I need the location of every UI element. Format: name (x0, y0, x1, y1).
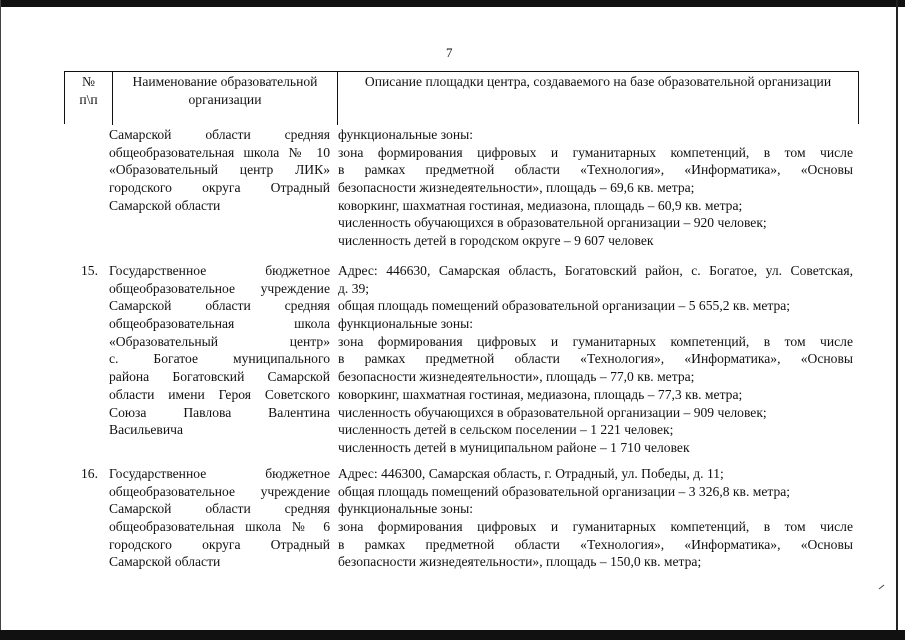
header-org-cell (113, 72, 338, 125)
desc-line: коворкинг, шахматная гостиная, медиазона, площадь – 60,9 кв. метра; (338, 197, 743, 213)
org-line: Самарской области средняя (109, 127, 330, 142)
org-line: с. Богатое муниципального (109, 351, 330, 367)
row-15-number: 15. (81, 263, 98, 278)
org-line: области имени Героя Советского (109, 386, 330, 402)
org-line: «Образовательный центр ЛИК» (109, 162, 330, 178)
org-line: общеобразовательная школа № 10 (109, 144, 330, 160)
desc-line: численность детей в городском округе – 9 607 человек (338, 233, 654, 249)
desc-line: зона формирования цифровых и гуманитарных компетенций, в том числе (338, 333, 853, 349)
row-16-org-name (109, 465, 330, 571)
scan-right-edge (896, 0, 898, 640)
desc-line: Адрес: 446630, Самарская область, Богатовский район, с. Богатое, ул. Советская, (338, 263, 853, 278)
org-line: городского округа Отрадный (109, 180, 330, 196)
row-1-org-name (109, 126, 330, 214)
desc-line: в рамках предметной области «Технология», «Информатика», «Основы (338, 536, 853, 552)
desc-line: Адрес: 446300, Самарская область, г. Отрадный, ул. Победы, д. 11; (338, 466, 724, 481)
org-line: Союза Павлова Валентина (109, 404, 330, 420)
desc-line: общая площадь помещений образовательной организации – 3 326,8 кв. метра; (338, 483, 791, 499)
org-line: Самарской области (109, 197, 221, 213)
desc-line: зона формирования цифровых и гуманитарных компетенций, в том числе (338, 144, 853, 160)
desc-line: функциональные зоны: (338, 501, 474, 517)
desc-line: общая площадь помещений образовательной организации – 5 655,2 кв. метра; (338, 298, 791, 314)
desc-line: в рамках предметной области «Технология», «Информатика», «Основы (338, 162, 853, 178)
org-line: Васильевича (109, 422, 183, 438)
row-16-number: 16. (81, 466, 98, 481)
org-line: общеобразовательное учреждение (109, 483, 330, 499)
org-line: общеобразовательная школа (109, 316, 330, 332)
row-15-org-name (109, 262, 330, 439)
org-line: Государственное бюджетное (109, 263, 330, 278)
org-line: общеобразовательное учреждение (109, 280, 330, 296)
desc-line: зона формирования цифровых и гуманитарных компетенций, в том числе (338, 519, 853, 535)
desc-line: функциональные зоны: (338, 127, 474, 142)
desc-line: безопасности жизнедеятельности», площадь – 69,6 кв. метра; (338, 180, 695, 196)
org-line: Самарской области средняя (109, 298, 330, 314)
scan-top-border (0, 0, 905, 7)
scan-bottom-border (0, 630, 905, 640)
header-desc-cell (338, 72, 858, 125)
desc-line: численность обучающихся в образовательной организации – 920 человек; (338, 215, 767, 231)
header-number-cell (65, 72, 113, 125)
header-number-text: № п\п (79, 74, 98, 107)
row-1-description (338, 126, 853, 250)
desc-line: безопасности жизнедеятельности», площадь – 77,0 кв. метра; (338, 369, 695, 385)
page-number: 7 (446, 45, 453, 60)
desc-line: численность обучающихся в образовательной организации – 909 человек; (338, 404, 767, 420)
org-line: Самарской области средняя (109, 501, 330, 517)
org-line: Самарской области (109, 554, 221, 570)
header-org-text: Наименование образовательной организации (132, 74, 318, 107)
desc-line: безопасности жизнедеятельности», площадь – 150,0 кв. метра; (338, 554, 702, 570)
scan-left-edge (0, 0, 1, 640)
scan-speck (878, 583, 886, 591)
org-line: Государственное бюджетное (109, 466, 330, 481)
header-desc-text: Описание площадки центра, создаваемого на базе образовательной организации (364, 74, 832, 89)
org-line: общеобразовательная школа № 6 (109, 519, 330, 535)
row-15-description (338, 262, 853, 457)
org-line: городского округа Отрадный (109, 536, 330, 552)
org-line: района Богатовский Самарской (109, 369, 330, 385)
org-line: «Образовательный центр» (109, 333, 330, 349)
desc-line: коворкинг, шахматная гостиная, медиазона, площадь – 77,3 кв. метра; (338, 386, 743, 402)
table-header (64, 71, 859, 124)
desc-line: функциональные зоны: (338, 316, 474, 332)
desc-line: численность детей в сельском поселении – 1 221 человек; (338, 422, 674, 438)
desc-line: в рамках предметной области «Технология», «Информатика», «Основы (338, 351, 853, 367)
desc-line: численность детей в муниципальном районе – 1 710 человек (338, 439, 690, 455)
row-16-description (338, 465, 853, 571)
desc-line: д. 39; (338, 280, 370, 296)
